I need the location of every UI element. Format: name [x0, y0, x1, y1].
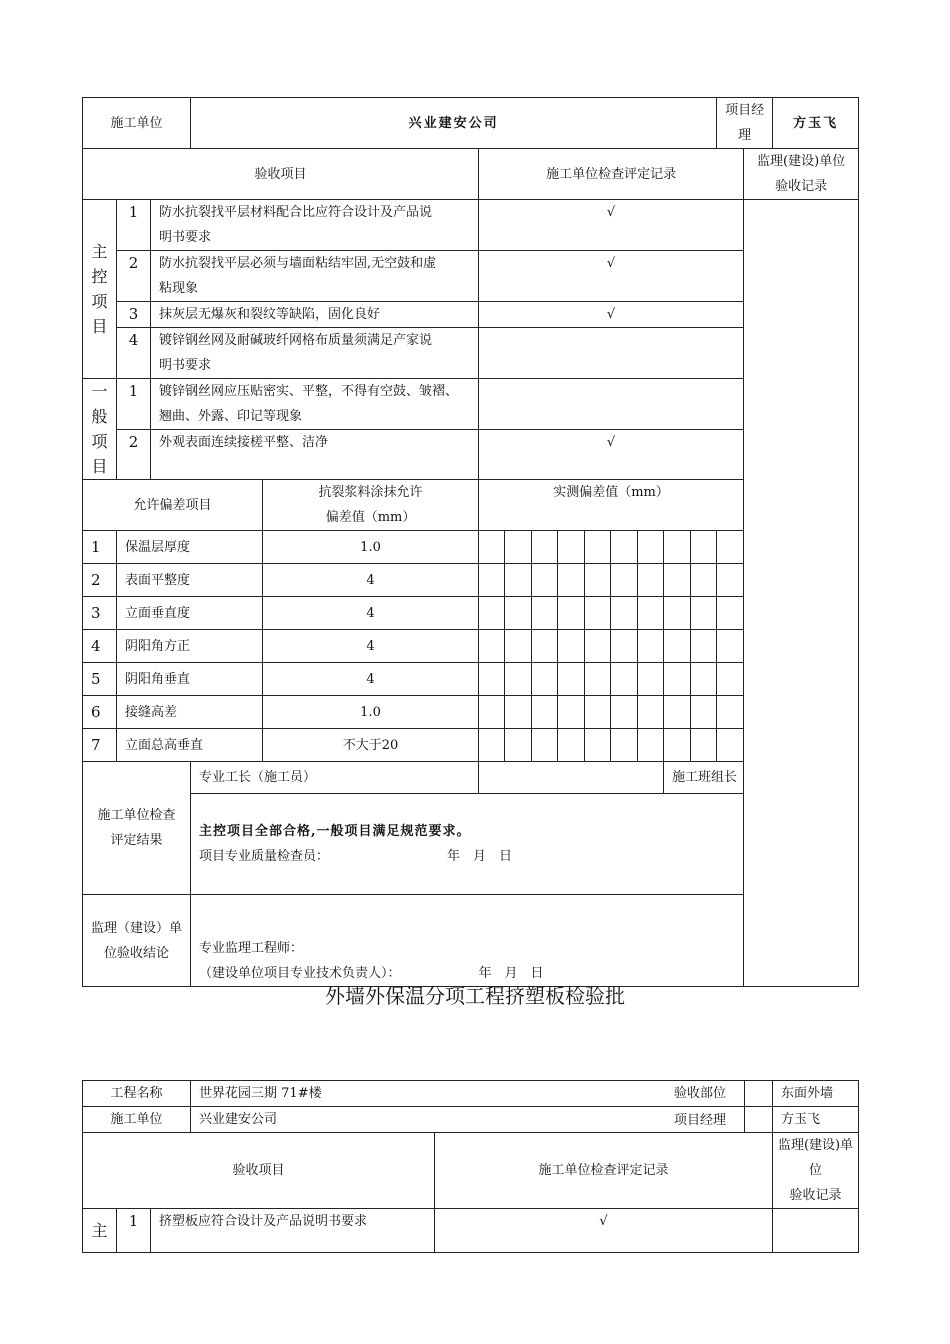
measure-cell	[717, 597, 744, 630]
team-leader-label: 施工班组长	[664, 762, 773, 794]
foreman-label: 专业工长（施工员）	[191, 762, 479, 794]
owner-line: （建设单位项目专业技术负责人）： 年 月 日	[199, 966, 544, 981]
general-item-text: 镀锌钢丝网应压贴密实、平整，不得有空鼓、皱褶、 翘曲、外露、印记等现象	[151, 379, 479, 430]
measure-cell	[611, 729, 638, 762]
check-result-label: 施工单位检查 评定结果	[83, 762, 191, 895]
measure-cell	[691, 597, 717, 630]
tolerance-number: 4	[83, 630, 117, 663]
measure-cell	[691, 696, 717, 729]
tolerance-name: 立面垂直度	[117, 597, 263, 630]
project-manager-value: 方玉飞	[773, 1107, 859, 1133]
measure-cell	[505, 729, 532, 762]
conclusion-text: 主控项目全部合格,一般项目满足规范要求。	[199, 824, 471, 839]
supervision-record-label: 监理(建设)单位 验收记录	[744, 149, 859, 200]
tolerance-value: 不大于20	[263, 729, 479, 762]
tolerance-value: 1.0	[263, 531, 479, 564]
main-control-label: 主 控 项 目	[83, 200, 117, 379]
tolerance-number: 3	[83, 597, 117, 630]
construction-unit-value: 兴业建安公司	[191, 98, 717, 149]
measure-cell	[611, 630, 638, 663]
measure-cell	[505, 597, 532, 630]
main-item-number: 1	[117, 1209, 151, 1253]
general-item-check: √	[479, 430, 744, 480]
general-items-label: 一 般 项 目	[83, 379, 117, 480]
measure-cell	[585, 729, 611, 762]
tolerance-name: 接缝高差	[117, 696, 263, 729]
measure-cell	[691, 663, 717, 696]
tolerance-name: 保温层厚度	[117, 531, 263, 564]
project-manager-label-text: 项目经理	[673, 1113, 726, 1128]
main-item-number: 1	[117, 200, 151, 251]
main-item-text: 防水抗裂找平层必须与墙面粘结牢固,无空鼓和虚 粘现象	[151, 251, 479, 302]
foreman-signature	[479, 762, 664, 794]
inspection-table-1	[82, 97, 859, 987]
measure-cell	[611, 597, 638, 630]
tolerance-name: 立面总高垂直	[117, 729, 263, 762]
measure-cell	[638, 531, 664, 564]
measure-cell	[585, 531, 611, 564]
measure-cell	[558, 729, 585, 762]
tolerance-item-label: 允许偏差项目	[83, 480, 263, 531]
measure-cell	[532, 663, 558, 696]
general-item-number: 1	[117, 379, 151, 430]
measure-cell	[611, 564, 638, 597]
measure-cell	[691, 531, 717, 564]
acceptance-part-label	[745, 1081, 773, 1107]
main-item-number: 4	[117, 328, 151, 379]
supervision-conclusion-label: 监理（建设）单 位验收结论	[83, 895, 191, 987]
tolerance-number: 7	[83, 729, 117, 762]
measure-cell	[532, 531, 558, 564]
tolerance-value: 4	[263, 630, 479, 663]
measure-cell	[664, 729, 691, 762]
measure-cell	[611, 696, 638, 729]
measure-cell	[717, 564, 744, 597]
inspection-table-2	[82, 1080, 859, 1253]
measure-cell	[611, 531, 638, 564]
measure-cell	[585, 696, 611, 729]
measure-cell	[505, 531, 532, 564]
main-item-check: √	[479, 251, 744, 302]
measure-cell	[558, 564, 585, 597]
measure-cell	[532, 696, 558, 729]
measure-cell	[558, 663, 585, 696]
measure-cell	[717, 729, 744, 762]
general-item-check	[479, 379, 744, 430]
inspector-line: 项目专业质量检查员： 年 月 日	[199, 849, 513, 864]
main-item-check: √	[435, 1209, 773, 1253]
measure-cell	[717, 663, 744, 696]
measure-cell	[585, 597, 611, 630]
project-name-value: 世界花园三期 71#楼	[191, 1081, 745, 1107]
measure-cell	[532, 597, 558, 630]
measure-cell	[638, 729, 664, 762]
acceptance-part-label-text: 验收部位	[673, 1086, 726, 1101]
measured-deviation-label: 实测偏差值（mm）	[479, 480, 744, 531]
section-title: 外墙外保温分项工程挤塑板检验批	[325, 984, 625, 1008]
inspection-record-label: 施工单位检查评定记录	[479, 149, 744, 200]
tolerance-number: 6	[83, 696, 117, 729]
measure-cell	[505, 564, 532, 597]
main-item-number: 2	[117, 251, 151, 302]
measure-cell	[505, 630, 532, 663]
measure-cell	[664, 564, 691, 597]
measure-cell	[717, 531, 744, 564]
measure-cell	[479, 597, 505, 630]
tolerance-name: 阴阳角方正	[117, 630, 263, 663]
measure-cell	[585, 663, 611, 696]
measure-cell	[638, 564, 664, 597]
construction-unit-label: 施工单位	[83, 1107, 191, 1133]
measure-cell	[717, 696, 744, 729]
measure-cell	[558, 696, 585, 729]
measure-cell	[638, 696, 664, 729]
measure-cell	[664, 696, 691, 729]
supervision-conclusion-content: 专业监理工程师： （建设单位项目专业技术负责人）： 年 月 日	[191, 895, 859, 987]
measure-cell	[664, 597, 691, 630]
main-item-text: 防水抗裂找平层材料配合比应符合设计及产品说 明书要求	[151, 200, 479, 251]
measure-cell	[479, 564, 505, 597]
measure-cell	[664, 630, 691, 663]
main-item-check	[479, 328, 744, 379]
main-item-check: √	[479, 200, 744, 251]
acceptance-part-value: 东面外墙	[773, 1081, 859, 1107]
tolerance-value: 4	[263, 597, 479, 630]
acceptance-item-label: 验收项目	[83, 1133, 435, 1209]
measure-cell	[479, 729, 505, 762]
construction-unit-value: 兴业建安公司	[191, 1107, 745, 1133]
tolerance-value: 4	[263, 663, 479, 696]
inspection-record-label: 施工单位检查评定记录	[435, 1133, 773, 1209]
measure-cell	[505, 663, 532, 696]
measure-cell	[638, 630, 664, 663]
tolerance-value: 4	[263, 564, 479, 597]
measure-cell	[558, 597, 585, 630]
supervision-record-cell	[773, 1209, 859, 1253]
check-result-content	[191, 794, 859, 895]
measure-cell	[717, 630, 744, 663]
measure-cell	[558, 630, 585, 663]
measure-cell	[585, 630, 611, 663]
measure-cell	[611, 663, 638, 696]
measure-cell	[479, 696, 505, 729]
project-manager-value: 方玉飞	[773, 98, 859, 149]
general-item-text: 外观表面连续接槎平整、洁净	[151, 430, 479, 480]
measure-cell	[585, 564, 611, 597]
acceptance-item-label: 验收项目	[83, 149, 479, 200]
measure-cell	[691, 630, 717, 663]
tolerance-name: 表面平整度	[117, 564, 263, 597]
project-manager-label: 项目经理	[717, 98, 773, 149]
measure-cell	[558, 531, 585, 564]
measure-cell	[638, 597, 664, 630]
tolerance-allowed-label: 抗裂浆料涂抹允许 偏差值（mm）	[263, 480, 479, 531]
main-item-text: 抹灰层无爆灰和裂纹等缺陷，固化良好	[151, 302, 479, 328]
main-control-label: 主	[83, 1209, 117, 1253]
measure-cell	[638, 663, 664, 696]
tolerance-name: 阴阳角垂直	[117, 663, 263, 696]
main-item-check: √	[479, 302, 744, 328]
construction-unit-label: 施工单位	[83, 98, 191, 149]
measure-cell	[532, 729, 558, 762]
measure-cell	[532, 564, 558, 597]
tolerance-number: 2	[83, 564, 117, 597]
measure-cell	[479, 630, 505, 663]
main-item-number: 3	[117, 302, 151, 328]
project-manager-label	[745, 1107, 773, 1133]
main-item-text: 镀锌钢丝网及耐碱玻纤网格布质量须满足产家说 明书要求	[151, 328, 479, 379]
main-item-text: 挤塑板应符合设计及产品说明书要求	[151, 1209, 435, 1253]
measure-cell	[664, 531, 691, 564]
tolerance-number: 5	[83, 663, 117, 696]
general-item-number: 2	[117, 430, 151, 480]
measure-cell	[691, 564, 717, 597]
measure-cell	[532, 630, 558, 663]
measure-cell	[479, 663, 505, 696]
tolerance-number: 1	[83, 531, 117, 564]
tolerance-value: 1.0	[263, 696, 479, 729]
measure-cell	[664, 663, 691, 696]
measure-cell	[505, 696, 532, 729]
measure-cell	[479, 531, 505, 564]
supervision-record-label: 监理(建设)单位 验收记录	[773, 1133, 859, 1209]
measure-cell	[691, 729, 717, 762]
project-name-label: 工程名称	[83, 1081, 191, 1107]
